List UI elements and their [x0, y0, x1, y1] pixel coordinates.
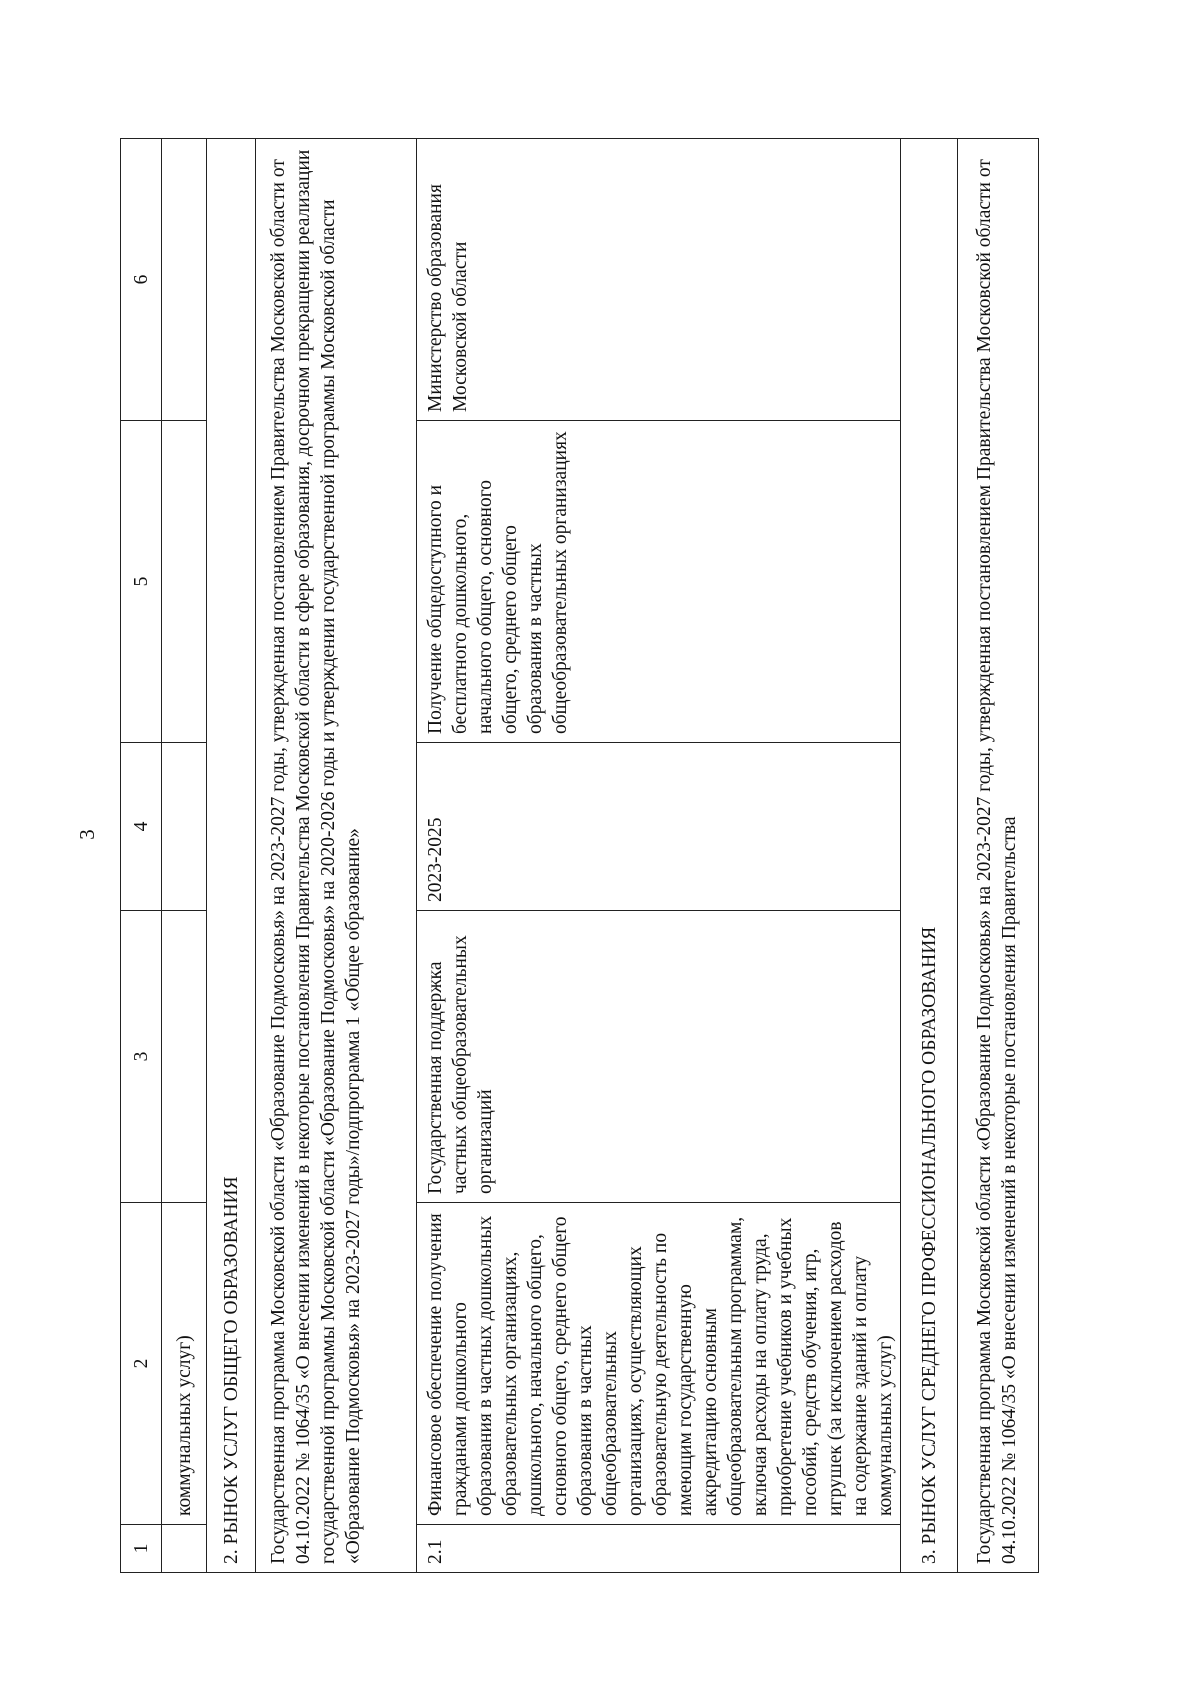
header-cell: 6: [121, 139, 162, 421]
table-cell: [162, 1525, 207, 1573]
table-cell: коммунальных услуг): [162, 1203, 207, 1525]
header-cell: 1: [121, 1525, 162, 1573]
result-cell: Получение общедоступного и бесплатного дошкольного, начального общего, основного общего, среднего общего образования в частных общеобразовательных организациях: [417, 421, 901, 743]
table-cell: [162, 911, 207, 1203]
mechanism-cell: Государственная поддержка частных общеобразовательных организаций: [417, 911, 901, 1203]
header-row: [121, 139, 162, 1573]
table-row: [417, 139, 901, 1573]
program-text: Государственная программа Московской области «Образование Подмосковья» на 2023-2027 годы, утвержденная постановлением Правительства Московской области от 04.10.2022 № 1064/35 «О внесении изменений в некоторые постановления Правительства Московской области в сфере образования, досрочном прекращении реализации государственной программы Московской области «Образование Подмосковья» на 2020-2026 годы и утверждении государственной программы Московской области «Образование Подмосковья» на 2023-2027 годы»/подпрограмма 1 «Общее образование»: [256, 139, 417, 1573]
row-number: 2.1: [417, 1525, 901, 1573]
header-cell: 3: [121, 911, 162, 1203]
header-cell: 4: [121, 743, 162, 911]
measure-cell: Финансовое обеспечение получения гражданами дошкольного образования в частных дошкольных образовательных организациях, дошкольного, начального общего, основного общего, среднего общего образования в частных общеобразовательных организациях, осуществляющих образовательную деятельность по имеющим государственную аккредитацию основным общеобразовательным программам, включая расходы на оплату труда, приобретение учебников и учебных пособий, средств обучения, игр, игрушек (за исключением расходов на содержание зданий и оплату коммунальных услуг): [417, 1203, 901, 1525]
header-cell: 2: [121, 1203, 162, 1525]
measures-table: [120, 138, 1039, 1573]
program-row: [958, 139, 1039, 1573]
program-row: [256, 139, 417, 1573]
table-cell: [162, 743, 207, 911]
section-title-row: [207, 139, 256, 1573]
continuation-row: [162, 139, 207, 1573]
section-title: 3. РЫНОК УСЛУГ СРЕДНЕГО ПРОФЕССИОНАЛЬНОГО ОБРАЗОВАНИЯ: [901, 139, 958, 1573]
header-cell: 5: [121, 421, 162, 743]
table-cell: [162, 139, 207, 421]
executor-cell: Министерство образования Московской области: [417, 139, 901, 421]
rotated-table-wrapper: [120, 139, 1032, 1573]
page-number: 3: [74, 829, 99, 840]
program-text: Государственная программа Московской области «Образование Подмосковья» на 2023-2027 годы, утвержденная постановлением Правительства Московской области от 04.10.2022 № 1064/35 «О внесении изменений в некоторые постановления Правительства: [958, 139, 1039, 1573]
table-cell: [162, 421, 207, 743]
section-title-row: [901, 139, 958, 1573]
section-title: 2. РЫНОК УСЛУГ ОБЩЕГО ОБРАЗОВАНИЯ: [207, 139, 256, 1573]
period-cell: 2023-2025: [417, 743, 901, 911]
